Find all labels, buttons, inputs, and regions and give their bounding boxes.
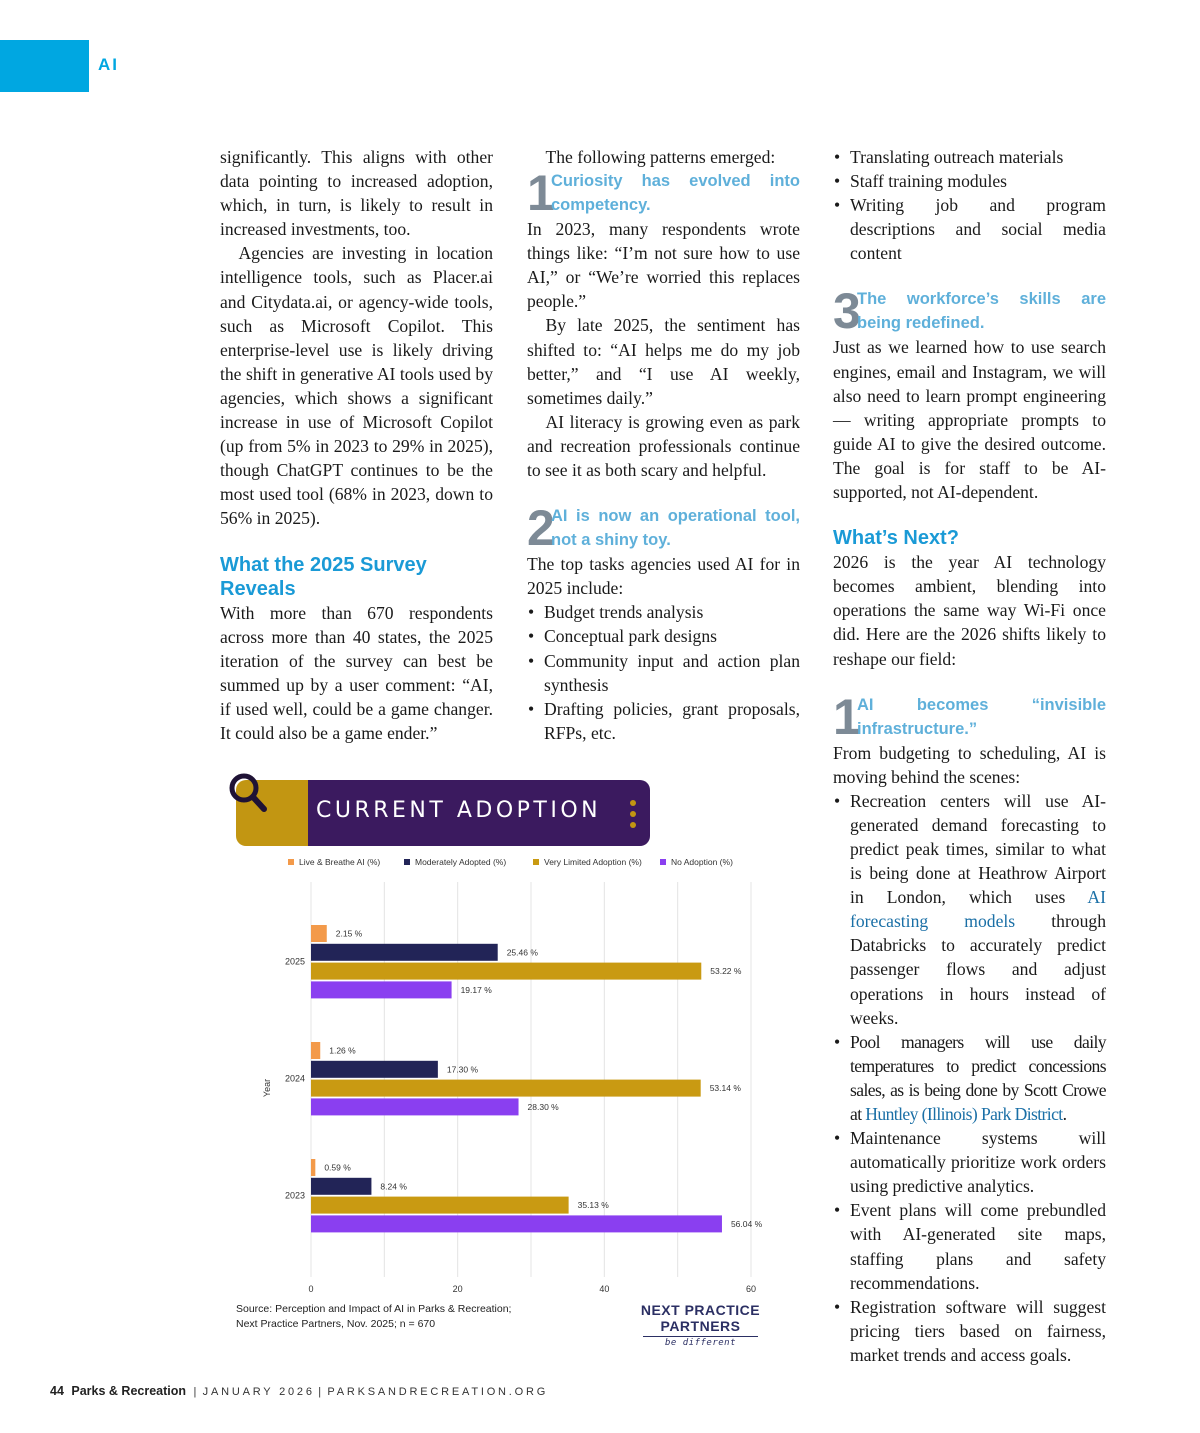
list-item: • Writing job and program descriptions and social media content — [833, 193, 1106, 265]
bar — [311, 1197, 569, 1214]
section-heading: What the 2025 Survey Reveals — [220, 553, 427, 600]
paragraph: AI literacy is growing even as park and recreation professionals continue to see it as both scary and helpful. — [527, 411, 800, 481]
y-tick-label: 2025 — [284, 956, 305, 967]
legend-entry: No Adoption (%) — [671, 857, 733, 867]
numbered-heading — [527, 165, 800, 222]
numbered-heading — [833, 283, 1106, 340]
footer-separator: | — [193, 1386, 200, 1398]
data-label: 53.14 % — [709, 1083, 741, 1094]
chart-title: CURRENT ADOPTION — [316, 798, 602, 823]
bar — [311, 981, 452, 998]
paragraph: The following patterns emerged: — [545, 147, 776, 167]
page-number: 44 — [50, 1384, 64, 1398]
paragraph: The top tasks agencies used AI for in 2025 include: — [527, 554, 800, 599]
chart-source — [236, 1302, 511, 1332]
heading-number: 1 — [833, 688, 861, 745]
heading-text: AI becomes “invisible infrastructure.” — [857, 695, 1106, 738]
section-label: AI — [98, 55, 119, 74]
shift-list — [833, 789, 1106, 1367]
item-text: through Databricks to accurately predict passenger flows and adjust operations in hours instead of weeks. — [850, 911, 1106, 1028]
y-axis-label: Year — [262, 1078, 272, 1098]
data-label: 19.17 % — [460, 984, 492, 995]
data-label: 0.59 % — [324, 1162, 351, 1173]
source-line: Next Practice Partners, Nov. 2025; n = 670 — [236, 1318, 436, 1330]
data-label: 28.30 % — [527, 1101, 559, 1112]
item-text: . — [1062, 1104, 1067, 1124]
heading-number: 2 — [527, 500, 555, 557]
task-list — [527, 600, 800, 745]
bar — [311, 1178, 371, 1195]
list-item: • Event plans will come prebundled with AI-generated site maps, staffing plans and safety recommendations. — [833, 1198, 1106, 1294]
x-tick-label: 0 — [308, 1284, 314, 1294]
bar — [311, 1098, 519, 1115]
paragraph: Just as we learned how to use search engines, email and Instagram, we will also need to learn prompt engineering — writing appropriate prompts to guide AI to give the desired outcome. The goal is for staff to be AI-supported, not AI-dependent. — [833, 337, 1106, 503]
legend-swatch — [288, 859, 294, 865]
data-label: 8.24 % — [380, 1181, 407, 1192]
page-footer — [50, 1384, 548, 1398]
list-item: • Maintenance systems will automatically prioritize work orders using predictive analytics. — [833, 1126, 1106, 1198]
bar-chart-svg — [228, 772, 788, 1302]
legend-swatch — [404, 859, 410, 865]
data-label: 1.26 % — [329, 1045, 356, 1056]
source-line: Source: Perception and Impact of AI in Parks & Recreation; — [236, 1303, 512, 1315]
paragraph: In 2023, many respondents wrote things like: “I’m not sure how to use AI,” or “We’re worried this replaces people.” — [527, 219, 800, 312]
footer-separator: | — [318, 1386, 324, 1398]
list-item: • Staff training modules — [833, 169, 1106, 193]
brand-name: NEXT PRACTICE PARTNERS — [640, 1302, 761, 1334]
list-item: • Registration software will suggest pricing tiers based on fairness, market trends and access goals. — [833, 1295, 1106, 1367]
bar — [311, 1159, 315, 1176]
numbered-heading — [527, 500, 800, 557]
column-1 — [220, 145, 493, 745]
magazine-name: Parks & Recreation — [71, 1384, 187, 1398]
list-item: • Translating outreach materials — [833, 145, 1106, 169]
bar — [311, 963, 701, 980]
heading-text: The workforce’s skills are being redefined. — [857, 290, 1106, 333]
bar — [311, 1042, 320, 1059]
data-label: 2.15 % — [335, 928, 363, 939]
x-tick-label: 20 — [452, 1284, 463, 1294]
issue-date: JANUARY 2026 — [202, 1386, 315, 1398]
adoption-chart — [228, 772, 788, 1348]
brand-logo — [618, 1302, 783, 1349]
list-item — [833, 1030, 1106, 1126]
paragraph: significantly. This aligns with other data pointing to increased adoption, which, in turn, is likely to result in increased investments, too. — [220, 147, 493, 240]
bar — [311, 1080, 701, 1097]
list-item: • Conceptual park designs — [527, 624, 800, 648]
numbered-heading — [833, 688, 1106, 745]
y-tick-label: 2023 — [284, 1190, 305, 1201]
bar — [311, 944, 498, 961]
item-text: Recreation centers will use AI-generated demand forecasting to predict peak times, similar to what is being done at Heathrow Airport in London, which uses — [850, 790, 1106, 908]
list-item: • Budget trends analysis — [527, 600, 800, 624]
legend-swatch — [660, 859, 666, 865]
task-list-continued — [833, 145, 1106, 265]
column-2 — [527, 145, 800, 745]
legend-swatch — [533, 859, 539, 865]
data-label: 25.46 % — [506, 947, 538, 958]
website: PARKSANDRECREATION.ORG — [327, 1386, 549, 1398]
paragraph: Agencies are investing in location intelligence tools, such as Placer.ai and Citydata.ai, or agency-wide tools, such as Microsoft Copilot. This enterprise-level use is likely driving the shift in generative AI tools used by agencies, which shows a significant increase in use of Microsoft Copilot (up from 5% in 2023 to 29% in 2025), though ChatGPT continues to be the most used tool (68% in 2023, down to 56% in 2025). — [220, 243, 493, 529]
bar — [311, 1061, 438, 1078]
heading-number: 1 — [527, 165, 555, 222]
column-3 — [833, 145, 1106, 1367]
huntley-park-district-link[interactable]: Huntley (Illinois) Park District — [865, 1104, 1063, 1124]
item-text: Pool managers will use daily temperatures to predict concessions sales, as is being done by Scott Crowe at — [850, 1031, 1106, 1124]
list-item: • Community input and action plan synthesis — [527, 649, 800, 697]
data-label: 56.04 % — [730, 1218, 763, 1229]
section-heading: What’s Next? — [833, 527, 959, 550]
data-label: 17.30 % — [446, 1064, 479, 1075]
brand-tagline: be different — [643, 1336, 758, 1349]
list-item — [833, 789, 1106, 1030]
data-label: 53.22 % — [710, 966, 742, 977]
legend-entry: Moderately Adopted (%) — [415, 857, 507, 867]
list-item: • Drafting policies, grant proposals, RFPs, etc. — [527, 697, 800, 745]
paragraph: By late 2025, the sentiment has shifted to: “AI helps me do my job better,” and “I use AI weekly, sometimes daily.” — [527, 315, 800, 408]
paragraph: With more than 670 respondents across more than 40 states, the 2025 iteration of the survey can best be summed up by a user comment: “AI, if used well, could be a game changer. It could also be a game ender.” — [220, 602, 493, 743]
heading-text: Curiosity has evolved into competency. — [551, 172, 800, 215]
legend-entry: Very Limited Adoption (%) — [544, 857, 642, 867]
x-tick-label: 40 — [599, 1284, 610, 1294]
heading-text: AI is now an operational tool, not a shiny toy. — [551, 507, 800, 550]
forecasting-models-link[interactable]: AI forecasting models — [850, 887, 1106, 932]
x-tick-label: 60 — [745, 1284, 757, 1294]
section-tab — [0, 40, 89, 92]
bar — [311, 1215, 722, 1232]
paragraph: From budgeting to scheduling, AI is moving behind the scenes: — [833, 742, 1106, 787]
bar — [311, 925, 327, 942]
y-tick-label: 2024 — [284, 1073, 305, 1084]
data-label: 35.13 % — [577, 1200, 609, 1211]
heading-number: 3 — [833, 283, 861, 340]
paragraph: 2026 is the year AI technology becomes ambient, blending into operations the same way Wi-Fi once did. Here are the 2026 shifts likely to reshape our field: — [833, 552, 1106, 669]
legend-entry: Live & Breathe AI (%) — [299, 857, 381, 867]
